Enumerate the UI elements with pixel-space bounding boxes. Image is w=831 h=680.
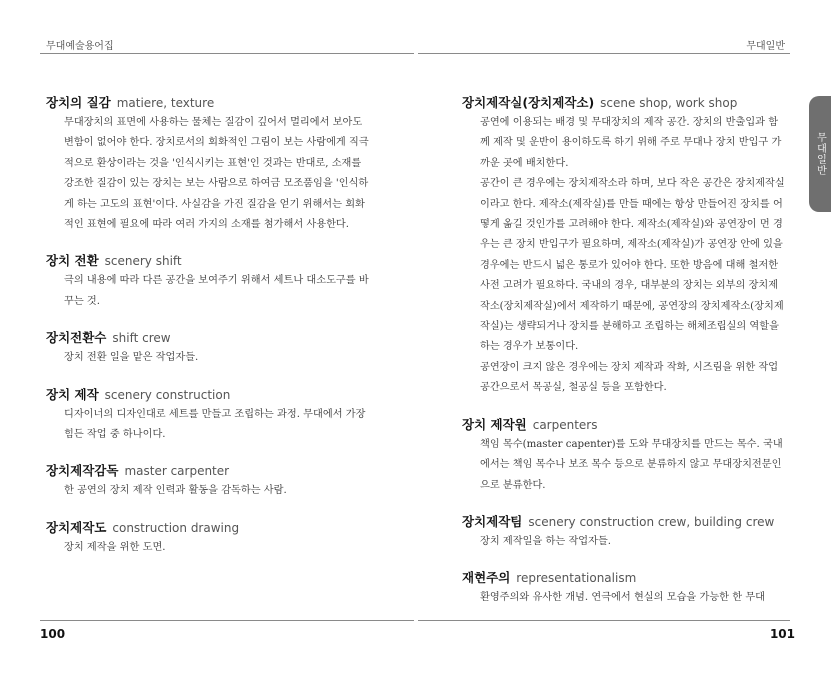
entry-definition: 장치 제작을 위한 도면. [64,541,166,553]
entry-title [462,415,787,435]
footer-rule-left [40,620,414,621]
glossary-entry [46,385,371,446]
left-column [46,93,371,574]
glossary-entry [46,328,371,368]
right-column [462,93,787,625]
entry-title [46,518,371,538]
entry-definition: 공연장이 크지 않은 경우에는 장치 제작과 작화, 시즈림을 위한 작업공간으로서 목공실, 철공실 등을 포함한다. [480,361,779,394]
term-korean: 장치제작도 [46,519,107,535]
page-number-left: 100 [40,627,66,641]
glossary-entry [46,518,371,558]
term-english: scene shop, work shop [600,96,738,110]
entry-definition: 장치 전환 일을 맡은 작업자들. [64,352,199,364]
term-korean: 장치의 질감 [46,95,111,110]
section-side-tab [809,96,831,212]
term-english: scenery shift [104,254,182,269]
entry-title [46,251,371,271]
term-english: carpenters [532,417,598,432]
entry-definition: 장치 제작일을 하는 작업자들. [480,535,612,547]
entry-definition: 공간이 큰 경우에는 장치제작소라 하며, 보다 작은 공간은 장치제작실이라고 한다. 제작소(제작실)를 만들 때에는 항상 만들어진 장치를 어떻게 옮길 것인가를 고려해야 한다. 제작소(제작실)와 공연장이 먼 경우는 큰 장치 반입구가 필요하며, 제작소(제작실)가 공연장 안에 있을 경우에는 반드시 넓은 통로가 있어야 한다. 또한 방음에 대해 철저한 사전 고려가 필요하다. 국내의 경우, 대부분의 장치는 외부의 장치제작소(장치제작실)에서 제작하기 때문에, 공연장의 장치제작소(장치제작실)는 생략되거나 장치를 분해하고 조립하는 해체조립실의 역할을 하는 경우가 보통이다. [480,178,785,353]
entry-definition: 디자이너의 디자인대로 세트를 만들고 조립하는 과정. 무대에서 가장 힘든 작업 중 하나이다. [64,408,366,441]
term-english: representationalism [516,571,637,586]
running-head-left: 무대예술용어집 [46,41,114,52]
term-english: scenery construction [104,387,231,402]
entry-title [462,568,787,588]
side-tab-label: 무대일반 [814,132,826,176]
running-head-right: 무대일반 [746,41,785,52]
glossary-entry [462,568,787,608]
glossary-entry [46,251,371,312]
entry-definition: 책임 목수(master capenter)를 도와 무대장치를 만드는 목수. 국내에서는 책임 목수나 보조 목수 등으로 분류하지 않고 무대장치전문인으로 분류한다. [480,438,783,491]
term-english: construction drawing [112,520,240,535]
term-korean: 장치 전환 [46,253,99,269]
term-korean: 재현주의 [462,570,511,586]
entry-title [462,512,787,532]
term-english: shift crew [112,331,171,346]
entry-title [46,328,371,348]
entry-definition: 한 공연의 장치 제작 인력과 활동을 감독하는 사람. [64,485,287,497]
term-korean: 장치제작실(장치제작소) [462,95,595,110]
entry-title [46,385,371,405]
term-english: scenery construction crew, building crew [528,514,775,529]
term-korean: 장치전환수 [46,330,107,346]
entry-title [46,93,371,113]
term-korean: 장치제작감독 [46,463,119,479]
term-korean: 장치 제작원 [462,416,527,432]
entry-definition: 공연에 이용되는 배경 및 무대장치의 제작 공간. 장치의 반출입과 함께 제작 및 운반이 용이하도록 하기 위해 주로 무대나 장치 반입구 가까운 곳에 배치한다. [480,117,782,169]
term-korean: 장치 제작 [46,386,99,402]
entry-definition: 무대장치의 표면에 사용하는 물체는 질감이 깊어서 멀리에서 보아도 변함이 없어야 한다. 장치로서의 회화적인 그림이 보는 사람에게 직극적으로 환상이라는 것을 '인식시키는 표현'인 것과는 반대로, 소재를 강조한 질감이 있는 장치는 보는 사람으로 하여금 모조품임을 '인식하게 하는 고도의 표현'이다. 사실감을 가진 질감을 얻기 위해서는 회화적인 표현에 필요에 따라 여러 가지의 소재를 첨가해서 사용한다. [64,117,369,231]
footer-rule-right [418,620,790,621]
entry-title [46,461,371,481]
header-rule-right [418,53,790,54]
entry-definition: 극의 내용에 따라 다른 공간을 보여주기 위해서 세트나 대소도구를 바꾸는 것. [64,275,369,307]
glossary-entry [462,93,787,399]
term-english: master carpenter [124,464,230,479]
glossary-entry [462,415,787,496]
term-english: matiere, texture [116,96,215,110]
term-korean: 장치제작팀 [462,513,523,529]
glossary-entry [462,512,787,552]
entry-title [462,93,787,113]
page-number-right: 101 [769,627,795,641]
glossary-entry [46,93,371,235]
entry-definition: 환영주의와 유사한 개념. 연극에서 현실의 모습을 가능한 한 무대 [480,592,766,604]
glossary-entry [46,461,371,501]
header-rule-left [40,53,414,54]
